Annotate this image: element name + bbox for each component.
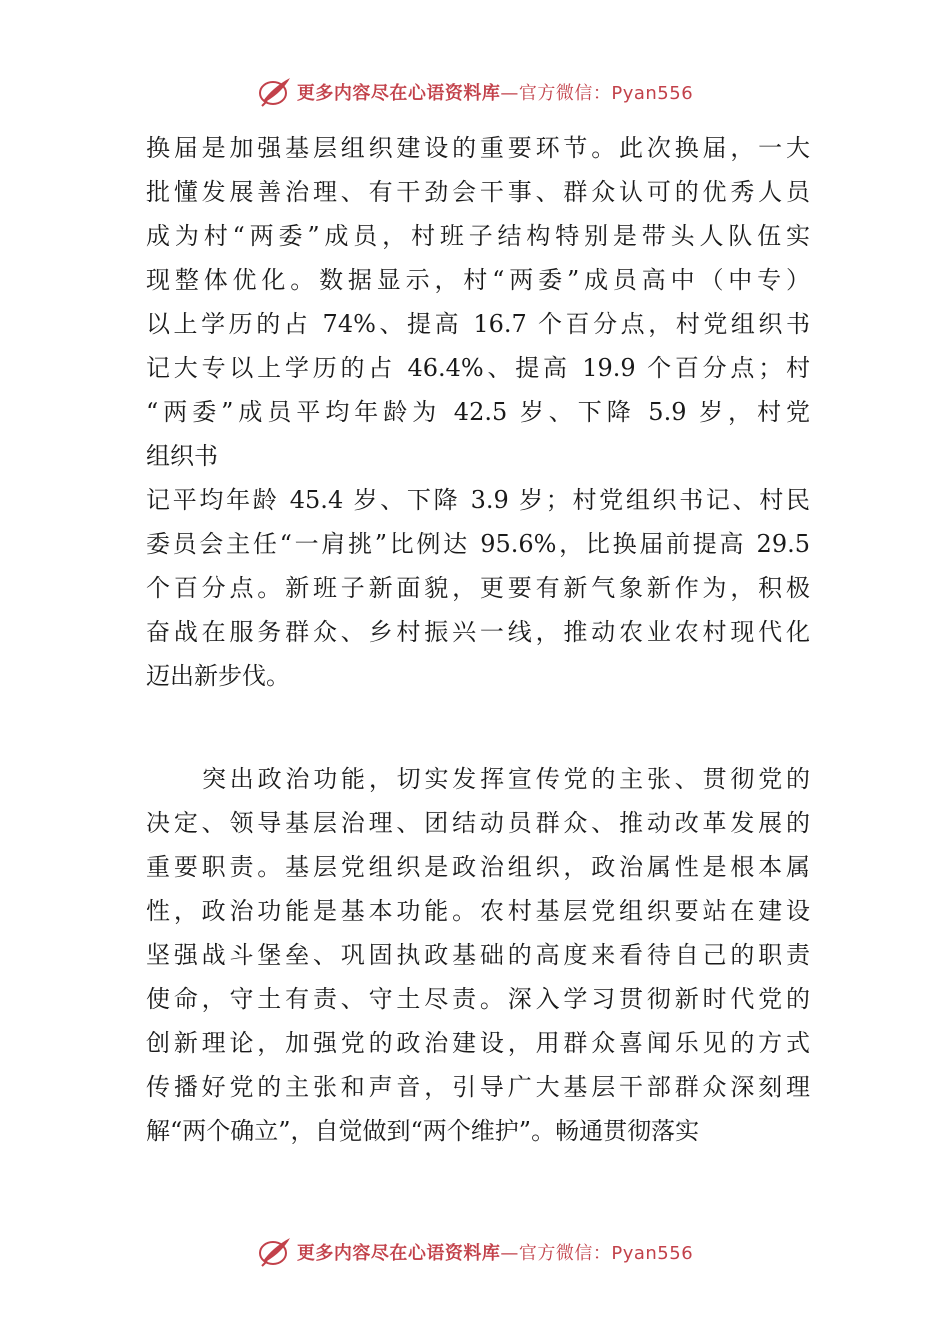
text-line: 记平均年龄 45.4 岁、下降 3.9 岁；村党组织书记、村民 <box>146 486 810 514</box>
text-line: 解“两个确立”，自觉做到“两个维护”。畅通贯彻落实 <box>146 1117 700 1145</box>
document-body <box>146 126 810 1153</box>
text-line: 传播好党的主张和声音，引导广大基层干部群众深刻理 <box>146 1073 810 1101</box>
text-line: 批懂发展善治理、有干劲会干事、群众认可的优秀人员 <box>146 178 810 206</box>
text-line: 创新理论，加强党的政治建设，用群众喜闻乐见的方式 <box>146 1029 810 1057</box>
text-line: 迈出新步伐。 <box>146 662 290 690</box>
footer-watermark <box>0 1232 950 1272</box>
header-watermark <box>0 72 950 112</box>
text-line: 现整体优化。数据显示，村“两委”成员高中（中专） <box>146 266 810 294</box>
text-line: 性，政治功能是基本功能。农村基层党组织要站在建设 <box>146 897 810 925</box>
text-line: 决定、领导基层治理、团结动员群众、推动改革发展的 <box>146 809 810 837</box>
text-line: 组织书 <box>146 442 218 470</box>
quill-logo-icon <box>257 75 293 109</box>
quill-logo-icon <box>257 1235 293 1269</box>
text-line: 使命，守土有责、守土尽责。深入学习贯彻新时代党的 <box>146 985 810 1013</box>
text-line: 个百分点。新班子新面貌，更要有新气象新作为，积极 <box>146 574 810 602</box>
text-line: 成为村“两委”成员，村班子结构特别是带头人队伍实 <box>146 222 810 250</box>
paragraph-2 <box>146 757 810 1153</box>
text-line: 委员会主任“一肩挑”比例达 95.6%，比换届前提高 29.5 <box>146 530 810 558</box>
text-line: 重要职责。基层党组织是政治组织，政治属性是根本属 <box>146 853 810 881</box>
watermark-text: 更多内容尽在心语资料库—官方微信：Pyan556 <box>296 83 694 104</box>
text-line: 记大专以上学历的占 46.4%、提高 19.9 个百分点；村 <box>146 354 810 382</box>
paragraph-spacer <box>146 698 810 757</box>
text-line: 换届是加强基层组织建设的重要环节。此次换届，一大 <box>146 134 810 162</box>
text-line: 奋战在服务群众、乡村振兴一线，推动农业农村现代化 <box>146 618 810 646</box>
text-line: 以上学历的占 74%、提高 16.7 个百分点，村党组织书 <box>146 310 810 338</box>
text-line: 突出政治功能，切实发挥宣传党的主张、贯彻党的 <box>202 765 810 793</box>
text-line: “两委”成员平均年龄为 42.5 岁、下降 5.9 岁，村党 <box>146 398 810 426</box>
paragraph-1 <box>146 126 810 698</box>
watermark-text: 更多内容尽在心语资料库—官方微信：Pyan556 <box>296 1243 694 1264</box>
text-line: 坚强战斗堡垒、巩固执政基础的高度来看待自己的职责 <box>146 941 810 969</box>
